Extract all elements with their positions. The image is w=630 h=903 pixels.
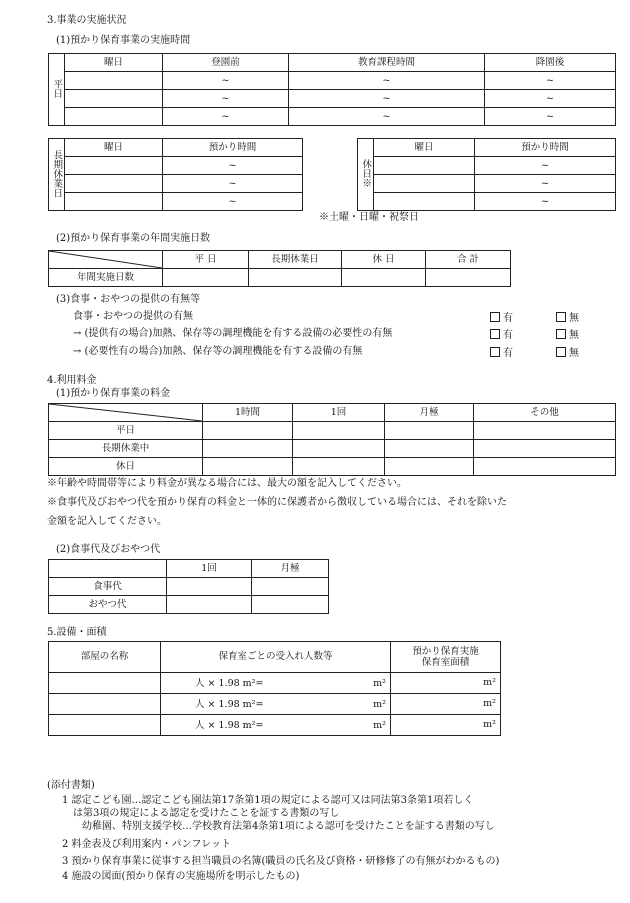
annual-days-table	[48, 250, 511, 287]
attachment-1: 1 認定こども園…認定こども園法第17条第1項の規定による認可又は同法第3条第1項若しく	[62, 795, 474, 806]
diagonal-cell	[49, 404, 203, 422]
attachment-4: 4 施設の図面(預かり保育の実施場所を明示したもの)	[62, 871, 300, 882]
tilde[interactable]: ~	[163, 72, 289, 90]
tilde[interactable]: ~	[163, 157, 303, 175]
tilde[interactable]: ~	[485, 108, 616, 126]
area-unit[interactable]: m²	[391, 694, 501, 715]
tilde[interactable]: ~	[485, 90, 616, 108]
col-header-1hour: 1時間	[203, 404, 293, 422]
weekday-hours-table	[48, 53, 616, 126]
capacity-calc[interactable]: 人 × 1.98 m²= m²	[161, 715, 391, 736]
question-3: → (必要性有の場合)加熱、保存等の調理機能を有する設備の有無	[73, 346, 363, 357]
tilde[interactable]: ~	[289, 90, 485, 108]
col-header-hours: 預かり時間	[475, 139, 616, 157]
attachment-3: 3 預かり保育事業に従事する担当職員の名簿(職員の氏名及び資格・研修修了の有無がわかるもの)	[62, 856, 500, 867]
row-label-holiday: 休日	[49, 458, 203, 476]
attachment-1-cont: は第3項の規定による認定を受けたことを証する書類の写し	[73, 808, 340, 819]
col-header-before: 登園前	[163, 54, 289, 72]
diagonal-cell	[49, 251, 163, 269]
holiday-hours-table	[357, 138, 616, 211]
section-3-2-title: (2)預かり保育事業の年間実施日数	[56, 233, 211, 244]
area-unit[interactable]: m²	[391, 673, 501, 694]
col-header-holiday-days: 休 日	[342, 251, 426, 269]
section-3-3-title: (3)食事・おやつの提供の有無等	[56, 294, 201, 305]
checkbox-no-1[interactable]: 無	[556, 312, 579, 324]
holiday-row-label: 休日※	[358, 139, 374, 211]
col-header-after: 降園後	[485, 54, 616, 72]
checkbox-no-2[interactable]: 無	[556, 329, 579, 341]
tilde[interactable]: ~	[485, 72, 616, 90]
holiday-note: ※土曜・日曜・祝祭日	[319, 212, 419, 223]
tilde[interactable]: ~	[289, 108, 485, 126]
facility-area-table	[48, 641, 501, 736]
tilde[interactable]: ~	[289, 72, 485, 90]
col-header-total-days: 合 計	[426, 251, 511, 269]
section-4-1-title: (1)預かり保育事業の料金	[56, 388, 171, 399]
tilde[interactable]: ~	[475, 193, 616, 211]
col-header-weekday: 曜日	[374, 139, 475, 157]
row-label-snack: おやつ代	[49, 596, 167, 614]
col-header-long-holiday-days: 長期休業日	[249, 251, 342, 269]
area-unit[interactable]: m²	[391, 715, 501, 736]
checkbox-no-3[interactable]: 無	[556, 347, 579, 359]
tilde[interactable]: ~	[163, 108, 289, 126]
tilde[interactable]: ~	[475, 175, 616, 193]
question-2: → (提供有の場合)加熱、保存等の調理機能を有する設備の必要性の有無	[73, 328, 393, 339]
fee-note-2b: 金額を記入してください。	[47, 516, 167, 527]
checkbox-yes-2[interactable]: 有	[490, 329, 513, 341]
col-header-curriculum: 教育課程時間	[289, 54, 485, 72]
col-header-weekday: 曜日	[65, 139, 163, 157]
checkbox-yes-1[interactable]: 有	[490, 312, 513, 324]
row-label-meal: 食事代	[49, 578, 167, 596]
weekday-row-label: 平日	[49, 54, 65, 126]
row-label-weekday: 平日	[49, 422, 203, 440]
row-label-long-holiday: 長期休業中	[49, 440, 203, 458]
col-header-room-area: 預かり保育実施 保育室面積	[391, 642, 501, 673]
col-header-room-name: 部屋の名称	[49, 642, 161, 673]
col-header-monthly: 月極	[385, 404, 474, 422]
col-header-monthly: 月極	[252, 560, 329, 578]
capacity-calc[interactable]: 人 × 1.98 m²= m²	[161, 673, 391, 694]
tilde[interactable]: ~	[163, 193, 303, 211]
col-header-1time: 1回	[293, 404, 385, 422]
section-5-title: 5.設備・面積	[47, 627, 107, 638]
col-header-other: その他	[474, 404, 616, 422]
section-4-title: 4.利用料金	[47, 375, 97, 386]
attachment-2: 2 料金表及び利用案内・パンフレット	[62, 839, 232, 850]
col-header-1time: 1回	[167, 560, 252, 578]
fee-note-2a: ※食事代及びおやつ代を預かり保育の料金と一体的に保護者から徴収している場合には、それを除いた	[47, 497, 507, 508]
meal-fee-table	[48, 559, 329, 614]
tilde[interactable]: ~	[475, 157, 616, 175]
attachments-title: (添付書類)	[47, 780, 95, 791]
col-header-weekday: 曜日	[65, 54, 163, 72]
checkbox-yes-3[interactable]: 有	[490, 347, 513, 359]
col-header-hours: 預かり時間	[163, 139, 303, 157]
fee-table	[48, 403, 616, 476]
question-1: 食事・おやつの提供の有無	[73, 311, 193, 322]
capacity-calc[interactable]: 人 × 1.98 m²= m²	[161, 694, 391, 715]
fee-note-1: ※年齢や時間帯等により料金が異なる場合には、最大の額を記入してください。	[47, 478, 407, 489]
row-label-annual-days: 年間実施日数	[49, 269, 163, 287]
section-3-1-title: (1)預かり保育事業の実施時間	[56, 35, 191, 46]
tilde[interactable]: ~	[163, 175, 303, 193]
long-holiday-row-label: 長期休業日	[49, 139, 65, 211]
attachment-1-kindergarten: 幼稚園、特別支援学校…学校教育法第4条第1項による認可を受けたことを証する書類の写し	[82, 821, 495, 832]
long-holiday-hours-table	[48, 138, 303, 211]
col-header-capacity: 保育室ごとの受入れ人数等	[161, 642, 391, 673]
section-3-title: 3.事業の実施状況	[47, 15, 127, 26]
tilde[interactable]: ~	[163, 90, 289, 108]
section-4-2-title: (2)食事代及びおやつ代	[56, 544, 161, 555]
col-header-weekday-days: 平 日	[163, 251, 249, 269]
